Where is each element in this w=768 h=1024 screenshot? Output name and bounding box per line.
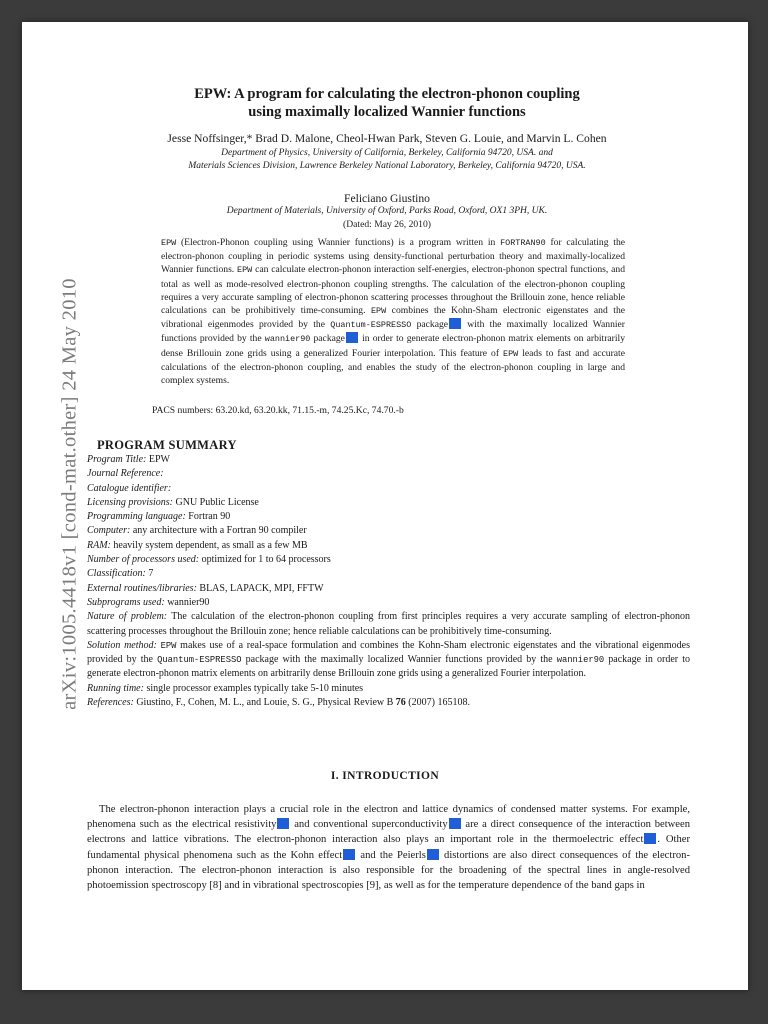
summary-item [87, 582, 690, 596]
title-line-1: EPW: A program for calculating the electron-phonon coupling [194, 86, 580, 102]
summary-value: package with the maximally localized Wannier functions provided by the [241, 654, 557, 666]
summary-item [87, 567, 690, 581]
paper-title [142, 85, 632, 121]
summary-label: RAM: [87, 539, 111, 551]
summary-value: 7 [145, 568, 154, 580]
intro-text: . Other fundamental physical phenomena such as the Kohn effect [87, 834, 690, 861]
summary-item [87, 467, 690, 481]
summary-value: (2007) 165108. [405, 697, 470, 709]
summary-value: heavily system dependent, as small as a few MB [110, 539, 308, 551]
citation-link[interactable] [346, 332, 358, 343]
affiliation-2: Department of Materials, University of Oxford, Parks Road, Oxford, OX1 3PH, UK. [226, 206, 548, 216]
section-heading-introduction: I. INTRODUCTION [330, 770, 440, 782]
summary-value: makes use of a real-space formulation and combines the Kohn-Sham electronic eigenstates and the vibrational eigenmodes provided by the [87, 639, 690, 666]
title-line-2: using maximally localized Wannier functions [248, 104, 526, 120]
citation-link[interactable] [277, 818, 289, 829]
summary-value: BLAS, LAPACK, MPI, FFTW [196, 582, 324, 594]
summary-item [87, 539, 690, 553]
summary-label: Program Title: [87, 454, 147, 465]
summary-label: Programming language: [87, 511, 186, 523]
arxiv-sidebar-stamp [50, 238, 90, 750]
summary-item [87, 510, 690, 524]
summary-value: EPW [146, 454, 170, 465]
author-block [122, 132, 652, 230]
code-wannier90: wannier90 [556, 655, 605, 666]
code-epw: EPW [161, 238, 177, 248]
pacs-numbers: PACS numbers: 63.20.kd, 63.20.kk, 71.15.-m, 74.25.Kc, 74.70.-b [152, 405, 404, 416]
arxiv-identifier: arXiv:1005.4418v1 [cond-mat.other] 24 May 2010 [58, 278, 81, 710]
summary-value: optimized for 1 to 64 processors [199, 554, 331, 566]
summary-item-solution [87, 639, 690, 682]
summary-value: Fortran 90 [185, 511, 231, 523]
summary-item-references [87, 696, 690, 710]
intro-text: are a direct consequence of the interaction between electrons and lattice vibrations. The electron-phonon interaction also plays an important role in the thermoelectric effect [87, 819, 690, 846]
intro-text: and conventional superconductivity [290, 819, 448, 831]
summary-label: Running time: [87, 682, 144, 694]
code-quantum-espresso: Quantum-ESPRESSO [157, 655, 242, 666]
summary-label: Catalogue identifier: [87, 482, 172, 494]
summary-item [87, 610, 690, 639]
intro-text: distortions are also direct consequences of the electron-phonon interaction. The electron-phonon interaction is also responsible for the broadening of the spectral lines in angle-resolved photoemission spectroscopy [8] and in vibrational spectroscopies [9], as well as for the temperature dependence of the band gaps in [87, 849, 690, 892]
summary-label: Journal Reference: [87, 468, 164, 480]
summary-item [87, 482, 690, 496]
summary-label: External routines/libraries: [87, 582, 197, 594]
intro-text: and the Peierls [356, 849, 426, 861]
summary-item [87, 496, 690, 510]
affiliation-1-line-2: Materials Sciences Division, Lawrence Berkeley National Laboratory, Berkeley, California 94720, USA. [188, 161, 586, 171]
summary-value: package in order to generate electron-phonon matrix elements on arbitrarily dense Brillouin zone grids using a generalized Fourier interpolation. [87, 654, 691, 680]
summary-value: Giustino, F., Cohen, M. L., and Louie, S. G., Physical Review B [133, 697, 396, 709]
summary-label: Computer: [87, 525, 131, 537]
summary-label: Solution method: [87, 639, 157, 651]
summary-label: Subprograms used: [87, 596, 165, 608]
summary-item [87, 553, 690, 567]
abstract-text: combines the Kohn-Sham electronic eigenstates and the vibrational eigenmodes provided by the [161, 305, 625, 331]
program-summary-heading: PROGRAM SUMMARY [97, 438, 237, 452]
second-author: Feliciano Giustino [344, 192, 430, 205]
citation-link[interactable] [427, 849, 439, 860]
code-epw: EPW [370, 306, 387, 317]
summary-label: Classification: [87, 568, 146, 580]
intro-text: The electron-phonon interaction plays a crucial role in the electron and lattice dynamics of condensed matter systems. For example, phenomena such as the electrical resistivity [87, 804, 690, 831]
authors-list: Jesse Noffsinger,* Brad D. Malone, Cheol-Hwan Park, Steven G. Louie, and Marvin L. Cohen [167, 132, 607, 145]
summary-value: any architecture with a Fortran 90 compiler [130, 525, 307, 537]
code-quantum-espresso: Quantum-ESPRESSO [330, 320, 412, 331]
summary-item-running-time [87, 682, 690, 696]
abstract-text: for calculating the electron-phonon coupling in periodic systems using density-functional perturbation theory and maximally-localized Wannier functions. [161, 237, 625, 276]
abstract-text: package [411, 319, 449, 331]
program-summary [87, 453, 690, 710]
paper-page [22, 22, 748, 990]
code-epw: EPW [160, 640, 177, 651]
summary-label: Nature of problem: [87, 611, 168, 623]
summary-value: wannier90 [164, 596, 210, 608]
code-epw: EPW [503, 348, 519, 359]
citation-link[interactable] [449, 818, 461, 829]
code-fortran90: FORTRAN90 [500, 238, 546, 248]
summary-label: Licensing provisions: [87, 496, 174, 508]
code-epw: EPW [237, 265, 253, 276]
abstract-text: leads to fast and accurate calculations of the electron-phonon coupling, and enables the study of the electron-phonon coupling in large and complex systems. [161, 347, 625, 387]
summary-value: The calculation of the electron-phonon coupling from first principles requires a very accurate sampling of electron-phonon scattering processes throughout the Brillouin zone; hence reliable calculations can be prohibitively time-consuming. [87, 611, 690, 637]
abstract [161, 236, 625, 387]
abstract-text: with the maximally localized Wannier functions provided by the [161, 319, 625, 345]
abstract-text: package [310, 333, 345, 345]
reference-volume: 76 [395, 697, 406, 709]
abstract-text: in order to generate electron-phonon matrix elements on arbitrarily dense Brillouin zone grids using a generalized Fourier interpolation. This feature of [161, 333, 625, 359]
summary-item [87, 524, 690, 538]
citation-link[interactable] [449, 318, 461, 329]
code-wannier90: wannier90 [264, 334, 311, 345]
summary-value: single processor examples typically take 5-10 minutes [143, 682, 364, 694]
citation-link[interactable] [343, 849, 355, 860]
summary-value: GNU Public License [173, 496, 259, 508]
citation-link[interactable] [644, 833, 656, 844]
affiliation-1-line-1: Department of Physics, University of California, Berkeley, California 94720, USA. and [221, 148, 553, 158]
introduction-paragraph [87, 802, 690, 893]
summary-item [87, 596, 690, 610]
summary-label: Number of processors used: [87, 554, 200, 566]
summary-item [87, 453, 690, 467]
summary-label: References: [87, 697, 134, 709]
abstract-text: (Electron-Phonon coupling using Wannier functions) is a program written in [176, 237, 501, 248]
dated-line: (Dated: May 26, 2010) [343, 219, 431, 230]
abstract-text: can calculate electron-phonon interaction self-energies, electron-phonon spectral functions, and total as well as mode-resolved electron-phonon coupling strengths. The calculation of the electron-phonon coupling requires a very accurate sampling of electron-phonon scattering processes throughout the Brillouin zone, hence reliable calculations can be prohibitively time-consuming. [161, 264, 625, 317]
